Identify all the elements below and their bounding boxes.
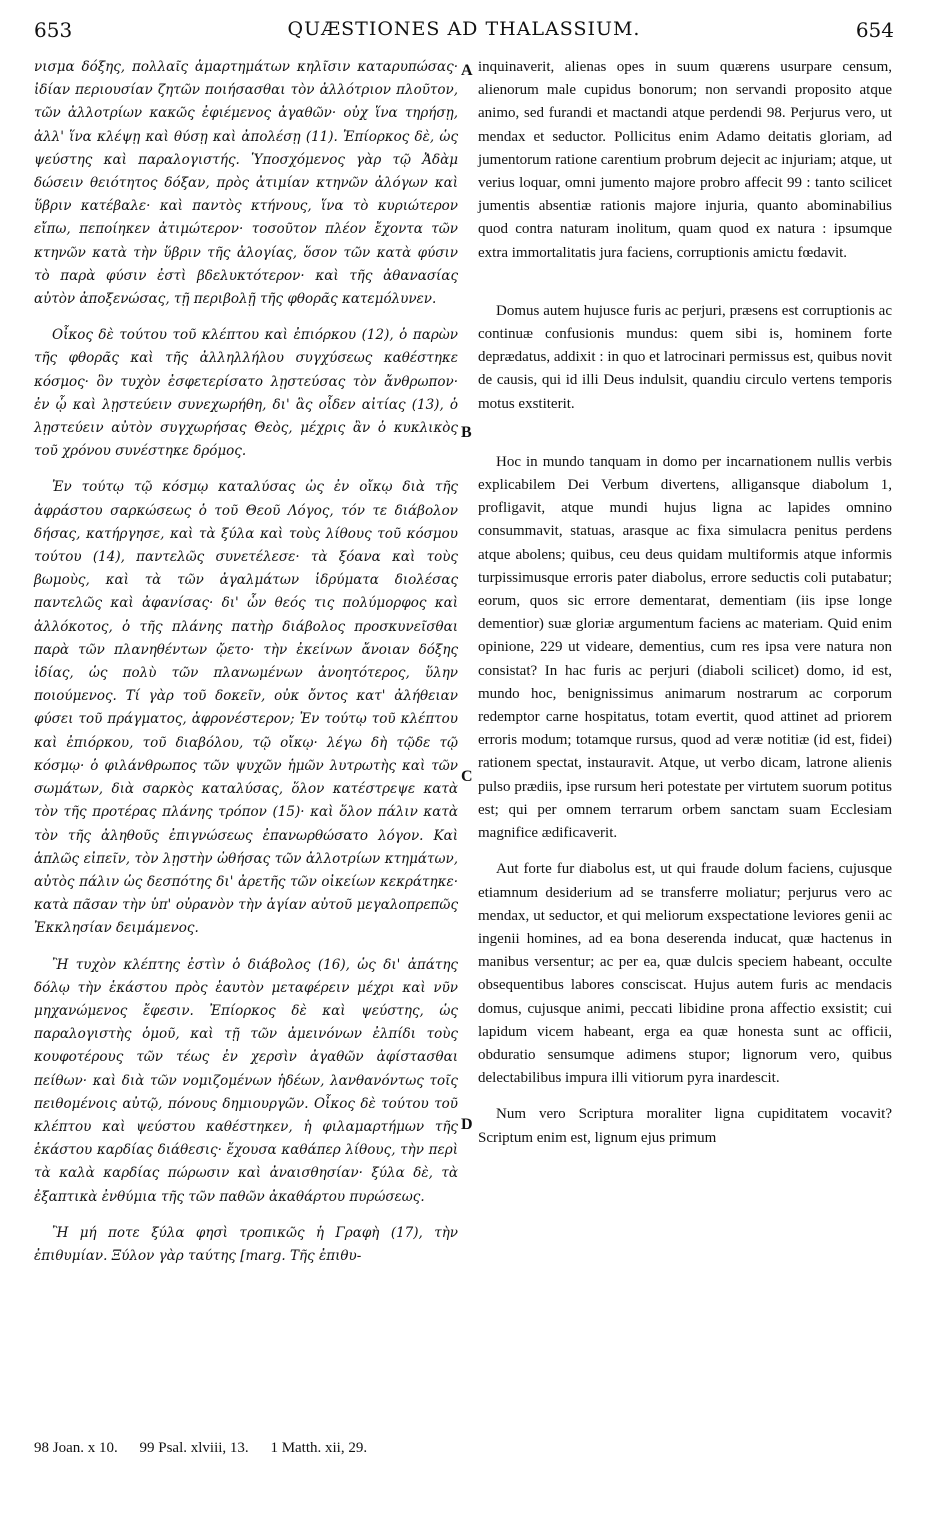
latin-paragraph: Num vero Scriptura moraliter ligna cupiditatem vocavit? Scriptum enim est, lignum ejus primum <box>478 1106 892 1146</box>
latin-paragraph: inquinaverit, alienas opes in suum quærens usurpare censum, alienorum male cupidus bonorum; non servandi proposito atque animo, sed furandi et mactandi atque perdendi 98. Perjurus vero, ut mendax et seductor. Pollicitus enim Adamo deitatis gloriam, ad jumentorum ratione carentium probrum dejecit ac injuriam; atque, ut verius loquar, omni jumento majore probro affecit 99 : tanto scilicet jumentis absentiæ rationis majore injuria, quanto abominabilius quod contra naturam inolitum, quam quod ex natura : ipsumque extra immortalitatis jura faciens, corruptionis amictu fœdavit. <box>478 59 892 261</box>
footnotes <box>34 1440 894 1457</box>
page-title: QUÆSTIONES AD THALASSIUM. <box>287 18 641 40</box>
page-header <box>34 10 894 50</box>
latin-paragraph: Aut forte fur diabolus est, ut qui fraude dolum faciens, cujusque etiamnum desiderium ad se transferre moliatur; perjurus vero ac mendax, ut seductor, et qui meliorum exspectatione leviores genii ac ingenii homines, ad ea bona deserenda inducat, quæ hactenus in manibus versentur; ac per ea, quæ dulcis speciem habeant, occulte obsequentibus labores consciscat. Hujus autem furis ac mendacis domus, cujusque animi, peccati libidine prona affectio exsistit; cui lapidum vicem habeant, erga ea quæ honesta sunt ac officii, obduratio sensumque adimens stupor; lignorum vero, quibus delectabilibus impura illi vitiorum pyra inardescit. <box>478 861 892 1087</box>
section-marker: C <box>461 768 473 785</box>
page-number-left: 653 <box>34 18 73 42</box>
section-marker: D <box>461 1116 473 1133</box>
latin-column <box>478 56 892 1163</box>
greek-paragraph: Ἢ τυχὸν κλέπτης ἐστὶν ὁ διάβολος (16), ὡς δι' ἀπάτης δόλῳ τὴν ἑκάστου πρὸς ἑαυτὸν μεταφέρειν μέχρι καὶ νῦν μηχανώμενος ἔφεσιν. Ἐπίορκος δὲ καὶ ψεύστης, ὡς παραλογιστὴς ὁμοῦ, καὶ τῇ τῶν ἀμεινόνων ἐλπίδι τοὺς κουφοτέρους τῶν τέως ἐν χερσὶν ἀγαθῶν ἀφίστασθαι πείθων· καὶ διὰ τῶν νομιζομένων ἡδέων, λανθανόντως τοῖς πειθομένοις αὐτῷ, πόνους δημιουργῶν. Οἶκος δὲ τούτου τοῦ κλέπτου καὶ ψεύστου καθέστηκεν, ἡ φιλαμαρτήμων τῆς ἑκάστου καρδίας διάθεσις· ἔχουσα καθάπερ λίθους, τὴν περὶ τὰ καλὰ καρδίας πώρωσιν καὶ ἀναισθησίαν· ξύλα δὲ, τὰ ἐξαπτικὰ ἐνθύμια τῆς τῶν παθῶν ἀκαθάρτου πυρώσεως. <box>34 956 458 1205</box>
footnote: 99 Psal. xlviii, 13. <box>139 1440 249 1456</box>
footnote: 98 Joan. x 10. <box>34 1440 118 1456</box>
section-marker: A <box>461 62 473 79</box>
greek-paragraph: Οἶκος δὲ τούτου τοῦ κλέπτου καὶ ἐπιόρκου (12), ὁ παρὼν τῆς φθορᾶς καὶ τῆς ἀλληλλήλου συγχύσεως καθέστηκε κόσμος· ὃν τυχὸν ἐσφετερίσατο λῃστεύσας τὸν ἄνθρωπον· ἐν ᾧ καὶ λῃστεύειν συνεχωρήθη, δι' ἃς οἶδεν αἰτίας (13), ὁ λῃστεύειν αὐτὸν συγχωρήσας Θεὸς, μέχρις ἂν ὁ κυκλικὸς τοῦ χρόνου συνέστηκε δρόμος. <box>34 327 458 460</box>
footnote: 1 Matth. xii, 29. <box>270 1440 368 1456</box>
greek-paragraph: νισμα δόξης, πολλαῖς ἁμαρτημάτων κηλῖσιν καταρυπώσας· ἰδίαν περιουσίαν ζητῶν ποιήσασθαι τὸν ἀλλότριον πλοῦτον, τῶν ἀλλοτρίων κακῶς ἐφιέμενος ἀγαθῶν· οὐχ ἵνα τηρήσῃ, ἀλλ' ἵνα κλέψῃ καὶ θύσῃ καὶ ἀπολέσῃ (11). Ἐπίορκος δὲ, ὡς ψεύστης καὶ παραλογιστής. Ὑποσχόμενος γὰρ τῷ Ἀδὰμ δώσειν θειότητος δόξαν, πρὸς ἀτιμίαν κτηνῶν ἀλόγων καὶ ὕβριν κατέβαλε· καὶ παντὸς κτήνους, ἵνα τὸ κυριώτερον εἴπω, πεποίηκεν ἀτιμώτερον· τοσοῦτον πλέον ἔχοντα τῶν κτηνῶν κατὰ τὴν ὕβριν τῆς ἀλογίας, ὅσον τῶν κατὰ φύσιν τὸ παρὰ φύσιν ἐστὶ βδελυκτότερον· καὶ τῆς ἀθανασίας αὐτὸν ἀποξενώσας, τῇ περιβολῇ τῆς φθορᾶς κατεμόλυνεν. <box>34 59 458 308</box>
greek-column <box>34 56 458 1281</box>
greek-paragraph: Ἐν τούτῳ τῷ κόσμῳ καταλύσας ὡς ἐν οἴκῳ διὰ τῆς ἀφράστου σαρκώσεως ὁ τοῦ Θεοῦ Λόγος, τόν τε διάβολον δήσας, κατήργησε, καὶ τὰ ξύλα καὶ τοὺς λίθους τοῦ κόσμου τούτου (14), παντελῶς συνετέλεσε· τὰ ξόανα καὶ τοὺς βωμοὺς, καὶ τὰ τῶν ἀγαλμάτων ἱδρύματα διολέσας παντελῶς καὶ ἀφανίσας· δι' ὧν θεός τις πολύμορφος καὶ ἀλλόκοτος, ὁ τῆς πλάνης πατὴρ διάβολος προσκυνεῖσθαι παρὰ τῶν πλανηθέντων ᾤετο· τὴν ἐκείνων ἄνοιαν δόξης ἰδίας, ὡς πολὺ τῶν πλανωμένων ἀνοητότερος, ὕλην ποιούμενος. Τί γὰρ τοῦ δοκεῖν, οὐκ ὄντος κατ' ἀλήθειαν φύσει τοῦ πράγματος, ἀφρονέστερον; Ἐν τούτῳ τοῦ κλέπτου καὶ ἐπιόρκου, τοῦ διαβόλου, τῷ οἴκῳ· λέγω δὴ τῷδε τῷ κόσμῳ· ὁ φιλάνθρωπος τῶν ψυχῶν ἡμῶν λυτρωτὴς καὶ τῶν σωμάτων, διὰ σαρκὸς καταλύσας, ὅλον κατέστρεψε κατὰ τὸν τῆς προτέρας πλάνης τρόπον (15)· καὶ ὅλον πάλιν κατὰ τὸν τῆς ἀληθοῦς ἐπιγνώσεως ἐπανωρθώσατο λόγον. Καὶ ἁπλῶς εἰπεῖν, τὸν λῃστὴν ὠθήσας τῶν ἀλλοτρίων κτημάτων, αὐτὸς πάλιν ὡς δεσπότης δι' ἀρετῆς τῶν οἰκείων κεκράτηκε· κατὰ πᾶσαν τὴν ὑπ' οὐρανὸν τὴν ἁγίαν αὐτοῦ μεγαλοπρεπῶς Ἐκκλησίαν δειμάμενος. <box>34 479 458 937</box>
latin-paragraph: Hoc in mundo tanquam in domo per incarnationem nullis verbis explicabilem Dei Verbum divertens, alligansque diabolum 1, profligavit, atque mundi hujus ligna ac lapides omnino consummavit, statuas, arasque ac fixa simulacra penitus perdens atque abolens; quibus, ceu deus quidam multiformis atque informis turpissimusque erroris pater diabolus, errore seductis coli putabatur; eorum, quos sic errore dementarat, dementiam (iis ipse longe dementior) suæ gloriæ argumentum faciens ac materiam. Quid enim opinione, 229 ut videare, dementius, cum res ipsa vere natura non consistat? In hac furis ac perjuri (diaboli scilicet) domo, id est, mundo hoc, benignissimus animarum nostrarum ac corporum redemptor carne hospitatus, totam evertit, quod attinet ad priorem erroris modum; totamque rursus, quod ad veræ notitiæ (id est, fidei) rationem spectat, instauravit. Atque, ut verbo dicam, latrone alienis pulso prædiis, ipse rursum heri potestate per virtutem suorum potitus est; qui per omnem terrarum orbem sanctam suam Ecclesiam magnifice ædificaverit. <box>478 453 892 842</box>
greek-paragraph: Ἢ μή ποτε ξύλα φησὶ τροπικῶς ἡ Γραφὴ (17), τὴν ἐπιθυμίαν. Ξύλον γὰρ ταύτης [marg. Τῆς ἐπιθυ- <box>34 1224 458 1264</box>
section-marker: B <box>461 424 472 441</box>
latin-paragraph: Domus autem hujusce furis ac perjuri, præsens est corruptionis ac continuæ confusionis mundus: quem sibi is, hominem forte deprædatus, addixit : in quo et latrocinari permissus est, quibus novit de causis, qui id illi Deus indulsit, quandiu circulo vertens temporis motus exstiterit. <box>478 302 892 412</box>
page-number-right: 654 <box>855 18 894 42</box>
